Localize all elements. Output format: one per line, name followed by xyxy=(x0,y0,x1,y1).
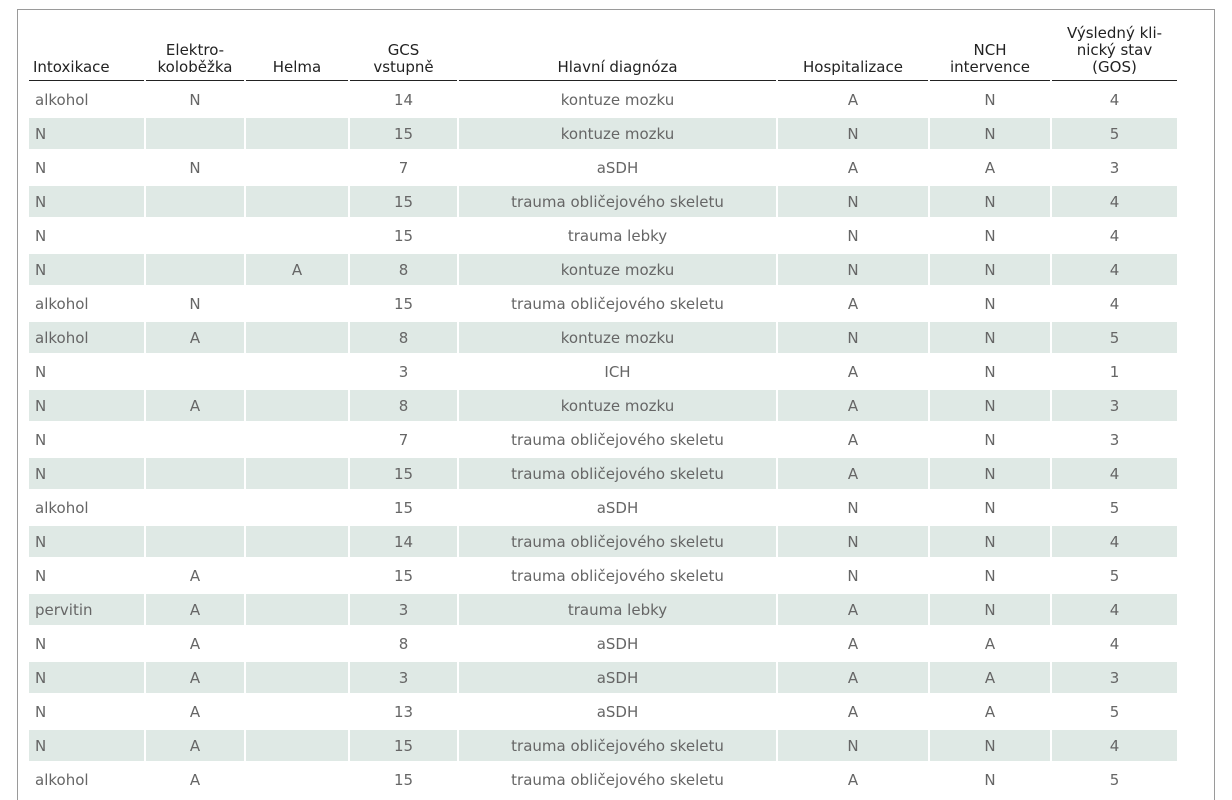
cell-elektrokolobezka: A xyxy=(146,730,244,761)
cell-helma xyxy=(246,764,348,795)
cell-nch: N xyxy=(930,322,1050,353)
table-header xyxy=(29,25,1177,81)
cell-hospitalizace: A xyxy=(847,770,859,789)
table-body xyxy=(29,84,1177,795)
cell-nch: N xyxy=(930,594,1050,625)
cell-gcs: 8 xyxy=(398,634,409,653)
cell-gos: 4 xyxy=(1109,294,1120,313)
cell-diagnoza: kontuze mozku xyxy=(459,390,776,421)
cell-helma xyxy=(246,696,348,727)
cell-gos: 5 xyxy=(1052,118,1177,149)
cell-nch: N xyxy=(930,186,1050,217)
cell-elektrokolobezka: A xyxy=(189,702,201,721)
cell-gcs: 3 xyxy=(398,362,409,381)
cell-gos: 3 xyxy=(1052,662,1177,693)
cell-elektrokolobezka xyxy=(146,186,244,217)
cell-gcs: 15 xyxy=(393,498,414,517)
cell-hospitalizace: N xyxy=(847,498,859,517)
table-row xyxy=(29,662,1177,693)
cell-gos: 4 xyxy=(1052,526,1177,557)
cell-gcs: 15 xyxy=(393,226,414,245)
cell-nch: N xyxy=(930,458,1050,489)
cell-gcs: 14 xyxy=(393,90,414,109)
header-gcs-vstupne: GCS vstupně xyxy=(350,25,457,81)
table-row xyxy=(29,152,1177,183)
cell-diagnoza: aSDH xyxy=(596,634,639,653)
cell-gcs: 8 xyxy=(350,322,457,353)
cell-hospitalizace: N xyxy=(847,226,859,245)
cell-intoxikace: pervitin xyxy=(29,594,144,625)
cell-gos: 5 xyxy=(1109,498,1120,517)
cell-elektrokolobezka: A xyxy=(146,322,244,353)
cell-hospitalizace: A xyxy=(778,662,928,693)
cell-helma xyxy=(246,628,348,659)
cell-intoxikace: N xyxy=(29,390,144,421)
cell-diagnoza: trauma obličejového skeletu xyxy=(459,730,776,761)
cell-diagnoza: trauma obličejového skeletu xyxy=(511,294,724,313)
cell-diagnoza: aSDH xyxy=(596,158,639,177)
cell-helma xyxy=(246,560,348,591)
cell-gcs: 14 xyxy=(350,526,457,557)
cell-intoxikace: N xyxy=(35,362,47,381)
cell-hospitalizace: N xyxy=(778,254,928,285)
cell-intoxikace: N xyxy=(35,634,47,653)
cell-helma xyxy=(246,730,348,761)
cell-elektrokolobezka: A xyxy=(146,662,244,693)
cell-intoxikace: alkohol xyxy=(35,90,89,109)
table-row xyxy=(29,288,1177,319)
cell-diagnoza: kontuze mozku xyxy=(459,322,776,353)
cell-intoxikace: N xyxy=(35,430,47,449)
cell-nch: N xyxy=(930,118,1050,149)
cell-hospitalizace: N xyxy=(778,730,928,761)
cell-nch: N xyxy=(984,498,996,517)
cell-hospitalizace: N xyxy=(778,526,928,557)
cell-helma xyxy=(246,492,348,523)
cell-intoxikace: N xyxy=(29,186,144,217)
cell-helma xyxy=(246,390,348,421)
cell-helma xyxy=(246,186,348,217)
cell-intoxikace: N xyxy=(29,662,144,693)
table-row xyxy=(29,220,1177,251)
cell-hospitalizace: A xyxy=(778,390,928,421)
cell-helma xyxy=(246,356,348,387)
cell-elektrokolobezka: N xyxy=(189,294,201,313)
cell-helma: A xyxy=(246,254,348,285)
cell-gcs: 15 xyxy=(350,186,457,217)
cell-nch: N xyxy=(984,362,996,381)
table-row xyxy=(29,84,1177,115)
cell-elektrokolobezka xyxy=(146,492,244,523)
cell-helma xyxy=(246,594,348,625)
cell-gcs: 15 xyxy=(393,294,414,313)
cell-elektrokolobezka xyxy=(146,526,244,557)
cell-hospitalizace: A xyxy=(847,702,859,721)
cell-gcs: 15 xyxy=(350,730,457,761)
table-row xyxy=(29,254,1177,285)
cell-gcs: 7 xyxy=(398,430,409,449)
cell-elektrokolobezka: A xyxy=(146,594,244,625)
data-table xyxy=(27,22,1179,798)
cell-elektrokolobezka: N xyxy=(189,158,201,177)
cell-gos: 3 xyxy=(1109,158,1120,177)
cell-helma xyxy=(246,662,348,693)
cell-diagnoza: trauma lebky xyxy=(567,226,668,245)
table-row xyxy=(29,390,1177,421)
header-intoxikace: Intoxikace xyxy=(29,25,144,81)
cell-elektrokolobezka: A xyxy=(189,634,201,653)
cell-gos: 4 xyxy=(1052,594,1177,625)
cell-hospitalizace: A xyxy=(847,634,859,653)
cell-hospitalizace: N xyxy=(847,566,859,585)
cell-gos: 4 xyxy=(1052,254,1177,285)
cell-gcs: 15 xyxy=(350,458,457,489)
cell-intoxikace: alkohol xyxy=(29,322,144,353)
cell-hospitalizace: A xyxy=(847,294,859,313)
cell-hospitalizace: A xyxy=(778,594,928,625)
cell-gos: 5 xyxy=(1109,702,1120,721)
cell-diagnoza: kontuze mozku xyxy=(560,90,675,109)
table-row xyxy=(29,492,1177,523)
cell-gos: 5 xyxy=(1052,322,1177,353)
cell-gos: 4 xyxy=(1109,90,1120,109)
header-row xyxy=(29,25,1177,81)
table-row xyxy=(29,118,1177,149)
cell-intoxikace: N xyxy=(35,226,47,245)
cell-nch: N xyxy=(930,390,1050,421)
cell-elektrokolobezka xyxy=(146,424,244,455)
cell-helma xyxy=(246,288,348,319)
cell-helma xyxy=(246,152,348,183)
cell-intoxikace: N xyxy=(29,526,144,557)
cell-elektrokolobezka xyxy=(146,458,244,489)
cell-diagnoza: trauma obličejového skeletu xyxy=(459,186,776,217)
cell-intoxikace: N xyxy=(29,118,144,149)
cell-gos: 4 xyxy=(1052,730,1177,761)
header-nch-intervence: NCH intervence xyxy=(930,25,1050,81)
table-row xyxy=(29,594,1177,625)
cell-gcs: 8 xyxy=(350,254,457,285)
cell-diagnoza: trauma lebky xyxy=(459,594,776,625)
cell-helma xyxy=(246,322,348,353)
cell-diagnoza: ICH xyxy=(604,362,631,381)
cell-hospitalizace: N xyxy=(778,118,928,149)
cell-diagnoza: trauma obličejového skeletu xyxy=(511,566,724,585)
cell-gcs: 13 xyxy=(393,702,414,721)
cell-intoxikace: N xyxy=(35,702,47,721)
cell-gos: 5 xyxy=(1109,770,1120,789)
header-hospitalizace: Hospitalizace xyxy=(778,25,928,81)
cell-elektrokolobezka xyxy=(146,254,244,285)
table-row xyxy=(29,628,1177,659)
cell-gcs: 15 xyxy=(393,566,414,585)
cell-nch: N xyxy=(984,430,996,449)
cell-gos: 4 xyxy=(1109,634,1120,653)
cell-nch: N xyxy=(930,730,1050,761)
cell-elektrokolobezka: A xyxy=(189,770,201,789)
cell-nch: N xyxy=(984,770,996,789)
table-row xyxy=(29,696,1177,727)
cell-nch: N xyxy=(984,294,996,313)
cell-gcs: 8 xyxy=(350,390,457,421)
cell-diagnoza: trauma obličejového skeletu xyxy=(511,430,724,449)
cell-hospitalizace: A xyxy=(847,430,859,449)
cell-elektrokolobezka: N xyxy=(189,90,201,109)
cell-gcs: 15 xyxy=(350,118,457,149)
cell-intoxikace: N xyxy=(29,254,144,285)
cell-helma xyxy=(246,118,348,149)
table-row xyxy=(29,356,1177,387)
cell-intoxikace: N xyxy=(29,730,144,761)
cell-hospitalizace: A xyxy=(847,158,859,177)
cell-diagnoza: aSDH xyxy=(596,702,639,721)
cell-nch: N xyxy=(930,254,1050,285)
header-helma: Helma xyxy=(246,25,348,81)
cell-diagnoza: trauma obličejového skeletu xyxy=(459,458,776,489)
cell-intoxikace: alkohol xyxy=(35,294,89,313)
cell-helma xyxy=(246,84,348,115)
cell-intoxikace: N xyxy=(35,566,47,585)
cell-nch: N xyxy=(930,526,1050,557)
table-row xyxy=(29,458,1177,489)
cell-helma xyxy=(246,458,348,489)
cell-hospitalizace: A xyxy=(847,90,859,109)
table-row xyxy=(29,560,1177,591)
cell-gos: 1 xyxy=(1109,362,1120,381)
cell-diagnoza: trauma obličejového skeletu xyxy=(459,526,776,557)
table-row xyxy=(29,730,1177,761)
cell-nch: A xyxy=(984,634,996,653)
cell-diagnoza: kontuze mozku xyxy=(459,118,776,149)
cell-gos: 3 xyxy=(1052,390,1177,421)
cell-intoxikace: alkohol xyxy=(35,770,89,789)
cell-gos: 4 xyxy=(1052,186,1177,217)
table-row xyxy=(29,764,1177,795)
cell-nch: A xyxy=(984,158,996,177)
table-row xyxy=(29,322,1177,353)
cell-gcs: 15 xyxy=(393,770,414,789)
cell-gcs: 7 xyxy=(398,158,409,177)
cell-intoxikace: N xyxy=(35,158,47,177)
cell-elektrokolobezka xyxy=(146,220,244,251)
cell-nch: A xyxy=(984,702,996,721)
cell-helma xyxy=(246,220,348,251)
cell-diagnoza: aSDH xyxy=(596,498,639,517)
header-hlavni-diagnoza: Hlavní diagnóza xyxy=(459,25,776,81)
cell-nch: N xyxy=(984,90,996,109)
cell-gos: 4 xyxy=(1052,458,1177,489)
cell-elektrokolobezka xyxy=(146,356,244,387)
cell-nch: N xyxy=(984,566,996,585)
cell-gos: 3 xyxy=(1109,430,1120,449)
cell-helma xyxy=(246,526,348,557)
cell-gos: 5 xyxy=(1109,566,1120,585)
cell-diagnoza: aSDH xyxy=(459,662,776,693)
header-vysledny-stav: Výsledný kli- nický stav (GOS) xyxy=(1052,25,1177,81)
cell-elektrokolobezka: A xyxy=(146,390,244,421)
cell-diagnoza: kontuze mozku xyxy=(459,254,776,285)
header-elektrokolobezka: Elektro- koloběžka xyxy=(146,25,244,81)
cell-helma xyxy=(246,424,348,455)
cell-hospitalizace: A xyxy=(847,362,859,381)
cell-diagnoza: trauma obličejového skeletu xyxy=(511,770,724,789)
cell-nch: A xyxy=(930,662,1050,693)
cell-hospitalizace: N xyxy=(778,322,928,353)
cell-gcs: 3 xyxy=(350,662,457,693)
cell-elektrokolobezka: A xyxy=(189,566,201,585)
cell-intoxikace: N xyxy=(29,458,144,489)
cell-gos: 4 xyxy=(1109,226,1120,245)
cell-hospitalizace: N xyxy=(778,186,928,217)
cell-intoxikace: alkohol xyxy=(35,498,89,517)
cell-gcs: 3 xyxy=(350,594,457,625)
cell-elektrokolobezka xyxy=(146,118,244,149)
table-row xyxy=(29,186,1177,217)
cell-nch: N xyxy=(984,226,996,245)
cell-hospitalizace: A xyxy=(778,458,928,489)
table-row xyxy=(29,526,1177,557)
table-row xyxy=(29,424,1177,455)
